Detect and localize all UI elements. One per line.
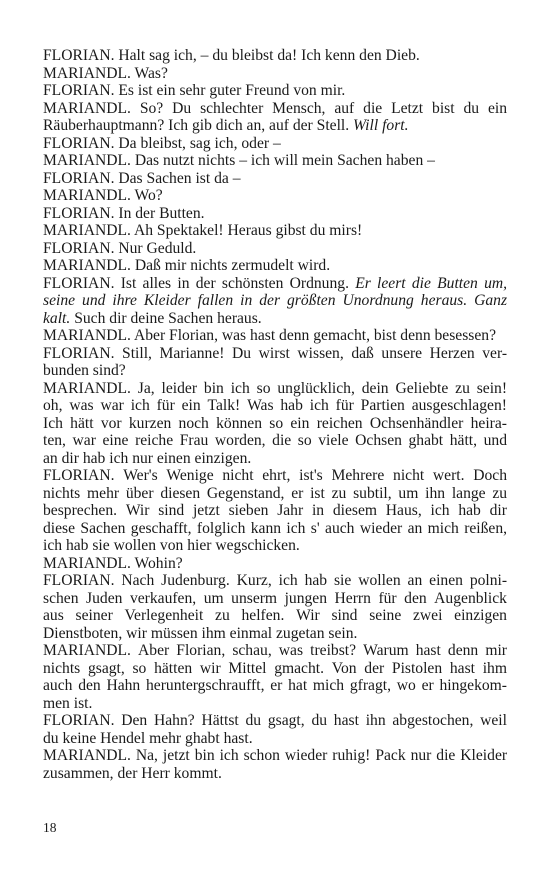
text-line: ten, war eine reiche Frau worden, die so viele Ochsen ghabt hätt, und <box>43 432 507 449</box>
text-line: FLORIAN. Wer's Wenige nicht ehrt, ist's Mehrere nicht wert. Doch <box>43 467 508 484</box>
text-line: FLORIAN. Still, Marianne! Du wirst wissen, daß unsere Herzen ver- <box>43 344 508 362</box>
text-line: MARIANDL. Wo? <box>43 187 163 204</box>
text-line: bunden sind? <box>43 362 126 379</box>
text-line: MARIANDL. Ja, leider bin ich so unglücklich, dein Geliebte zu sein! <box>43 379 508 397</box>
text-line: MARIANDL. Ah Spektakel! Heraus gibst du mirs! <box>43 222 363 239</box>
page-number: 18 <box>43 820 57 835</box>
text-line: nichts mehr über diesen Gegenstand, er ist zu subtil, um ihn lange zu <box>43 484 508 502</box>
text-line: MARIANDL. Aber Florian, was hast denn gemacht, bist denn besessen? <box>43 327 496 344</box>
text-line: FLORIAN. Nur Geduld. <box>43 239 197 257</box>
text-line: Ich hätt vor kurzen noch können so ein reichen Ochsenhändler heira- <box>43 414 507 432</box>
text-line: MARIANDL. So? Du schlechter Mensch, auf die Letzt bist du ein <box>43 99 508 117</box>
text-line: aus seiner Verlegenheit zu helfen. Wir sind seine zwei einzigen <box>43 607 507 624</box>
text-block <box>43 47 507 782</box>
text-line: Räuberhauptmann? Ich gib dich an, auf der Stell. Will fort. <box>43 117 409 134</box>
text-line: nichts gsagt, so hätten wir Mittel gmacht. Von der Pistolen hast ihm <box>43 659 507 677</box>
text-line: an dir hab ich nur einen einzigen. <box>43 449 252 467</box>
text-line: MARIANDL. Wohin? <box>43 554 183 572</box>
text-line: MARIANDL. Was? <box>43 64 168 82</box>
text-line: FLORIAN. Halt sag ich, – du bleibst da! Ich kenn den Dieb. <box>43 47 420 64</box>
text-line: diese Sachen geschafft, folglich kann ich s' auch wieder an mich reißen, <box>43 519 508 537</box>
text-line: seine und ihre Kleider fallen in der größten Unordnung heraus. Ganz <box>43 292 508 309</box>
text-line: oh, was war ich für ein Talk! Was hab ich für Partien ausgeschlagen! <box>43 397 507 414</box>
text-line: FLORIAN. Das Sachen ist da – <box>43 169 241 187</box>
text-line: Dienstboten, wir müssen ihm einmal zugetan sein. <box>43 624 358 642</box>
text-line: FLORIAN. Nach Judenburg. Kurz, ich hab sie wollen an einen polni- <box>43 572 508 589</box>
text-line: MARIANDL. Das nutzt nichts – ich will mein Sachen haben – <box>43 152 435 169</box>
text-line: auch den Hahn heruntergschraufft, er hat mich gfragt, wo er hingekom- <box>43 677 507 694</box>
text-line: FLORIAN. Es ist ein sehr guter Freund von mir. <box>43 82 346 99</box>
text-line: FLORIAN. Da bleibst, sag ich, oder – <box>43 134 281 152</box>
text-line: MARIANDL. Aber Florian, schau, was treibst? Warum hast denn mir <box>43 642 507 659</box>
text-line: schen Juden verkaufen, um unserm jungen Herrn für den Augenblick <box>43 589 507 607</box>
text-line: ich hab sie wollen von hier wegschicken. <box>43 537 300 554</box>
text-line: MARIANDL. Daß mir nichts zermudelt wird. <box>43 257 331 274</box>
text-line: kalt. Such dir deine Sachen heraus. <box>43 309 262 327</box>
text-line: du keine Hendel mehr ghabt hast. <box>43 729 253 747</box>
text-line: FLORIAN. In der Butten. <box>43 204 205 222</box>
text-line: besprechen. Wir sind jetzt sieben Jahr in diesem Haus, ich hab dir <box>43 502 507 519</box>
text-line: MARIANDL. Na, jetzt bin ich schon wieder ruhig! Pack nur die Kleider <box>43 747 508 764</box>
text-line: zusammen, der Herr kommt. <box>43 764 222 782</box>
text-line: men ist. <box>43 694 93 712</box>
text-line: FLORIAN. Ist alles in der schönsten Ordnung. Er leert die Butten um, <box>43 274 508 292</box>
text-line: FLORIAN. Den Hahn? Hättst du gsagt, du hast ihn abgestochen, weil <box>43 712 507 729</box>
